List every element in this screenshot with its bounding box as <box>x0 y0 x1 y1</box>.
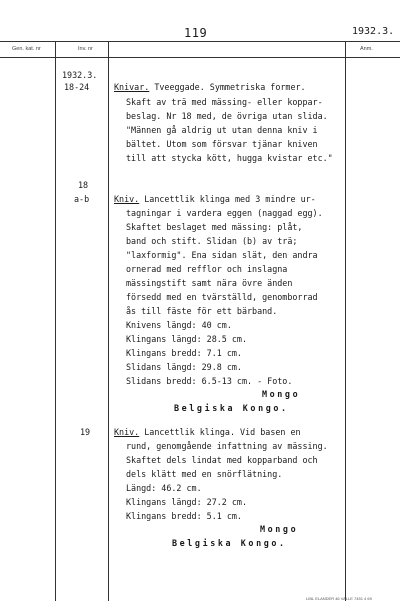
entry-line: Slidans längd: 29.8 cm. <box>126 362 242 372</box>
entry-title: Kniv. <box>114 194 140 204</box>
entry-line: Skaftet beslaget med mässing: plåt, <box>126 222 303 232</box>
header-top-rule <box>0 41 400 42</box>
entry-line: Knivens längd: 40 cm. <box>126 320 232 330</box>
entry-line: Skaftet dels lindat med kopparband och <box>126 455 318 465</box>
entry-line: Klingans längd: 28.5 cm. <box>126 334 248 344</box>
entry-line: ås till fäste för ett bärband. <box>126 306 278 316</box>
printer-imprint: LIBL ELANDER 46 VALLE 7451 4 69 <box>306 596 372 601</box>
entry-number: 19 <box>80 427 91 437</box>
date-reference: 1932.3. <box>62 70 98 80</box>
entry-subnumber: a-b <box>74 194 90 204</box>
entry-number: 18 <box>78 180 89 190</box>
column-divider-2 <box>108 41 109 601</box>
entry-line: Klingans längd: 27.2 cm. <box>126 497 248 507</box>
page-year: 1932.3. <box>352 26 395 37</box>
column-header-inv: Inv. nr <box>78 46 93 52</box>
entry-line: till att stycka kött, hugga kvistar etc." <box>126 153 333 163</box>
entry-line: rund, genomgående infattning av mässing. <box>126 441 328 451</box>
entry-line: Längd: 46.2 cm. <box>126 483 202 493</box>
column-header-anm: Anm. <box>360 46 373 52</box>
entry-line: Klingans bredd: 5.1 cm. <box>126 511 242 521</box>
entry-first-line: Kniv. Lancettlik klinga. Vid basen en <box>114 427 301 437</box>
page-number: 119 <box>184 26 208 40</box>
entry-line: "laxformig". Ena sidan slät, den andra <box>126 250 318 260</box>
entry-line: tagningar i vardera eggen (naggad egg). <box>126 208 323 218</box>
entry-line: Slidans bredd: 6.5-13 cm. - Foto. <box>126 376 293 386</box>
entry-line: försedd med en tvärställd, genomborrad <box>126 292 318 302</box>
entry-title: Kniv. <box>114 427 140 437</box>
entry-line: bältet. Utom som försvar tjänar kniven <box>126 139 318 149</box>
entry-number: 18-24 <box>64 82 90 92</box>
column-header-gen-kat: Gen. kat. nr <box>12 46 41 52</box>
entry-region: Belgiska Kongo. <box>174 403 289 413</box>
entry-region: Belgiska Kongo. <box>172 538 287 548</box>
entry-tribe: Mongo <box>260 524 299 534</box>
column-divider-1 <box>55 41 56 601</box>
entry-line: dels klätt med en snörflätning. <box>126 469 283 479</box>
entry-first-line: Kniv. Lancettlik klinga med 3 mindre ur- <box>114 194 316 204</box>
entry-line: Skaft av trä med mässing- eller koppar- <box>126 97 323 107</box>
header-bottom-rule <box>0 57 400 58</box>
entry-line: beslag. Nr 18 med, de övriga utan slida. <box>126 111 328 121</box>
entry-tribe: Mongo <box>262 389 301 399</box>
entry-first-line: Knivar. Tveeggade. Symmetriska former. <box>114 82 306 92</box>
entry-title: Knivar. <box>114 82 150 92</box>
entry-line: "Männen gå aldrig ut utan denna kniv i <box>126 125 318 135</box>
entry-line: ornerad med refflor och inslagna <box>126 264 288 274</box>
entry-line: mässingstift samt nära övre änden <box>126 278 293 288</box>
column-divider-3 <box>345 41 346 601</box>
entry-line: Klingans bredd: 7.1 cm. <box>126 348 242 358</box>
entry-line: band och stift. Slidan (b) av trä; <box>126 236 298 246</box>
